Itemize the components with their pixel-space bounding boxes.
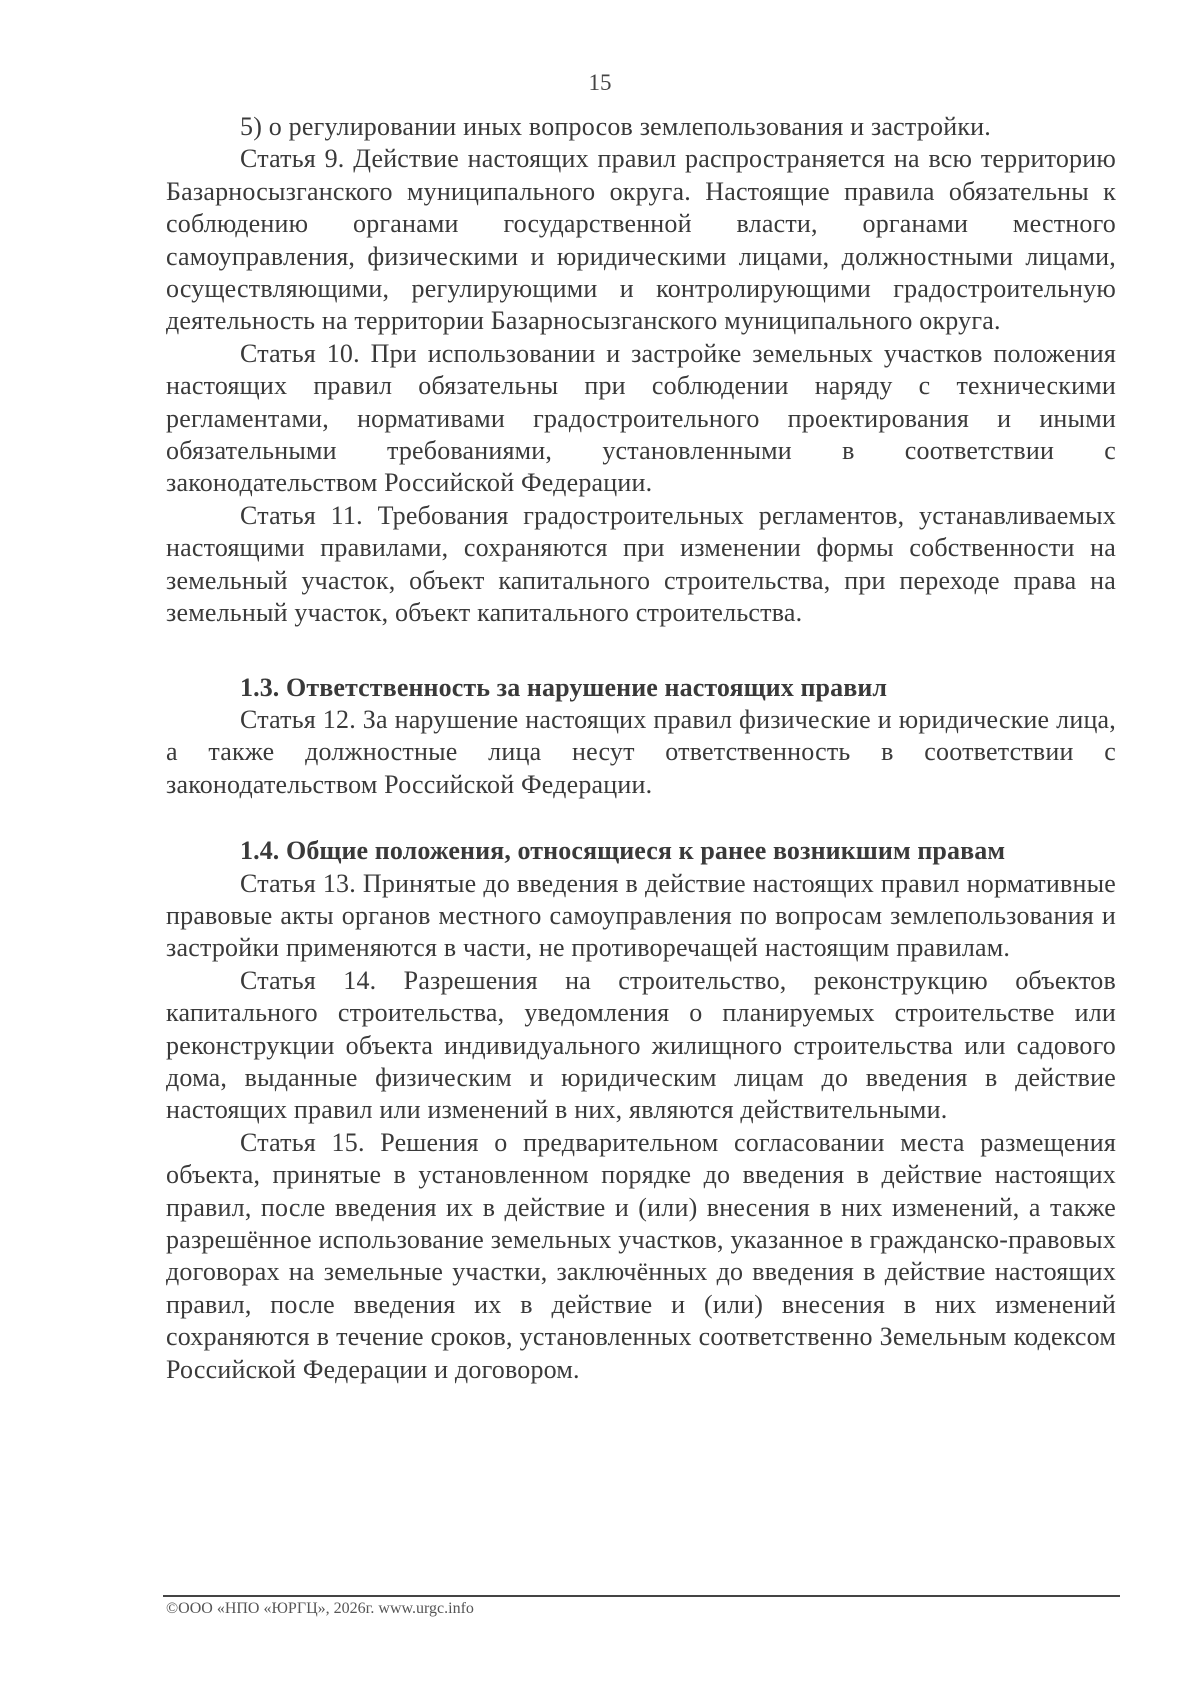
- article-14: Статья 14. Разрешения на строительство, реконструкцию объектов капитального строительства, уведомления о планируемых строительстве или реконструкции объекта индивидуального жилищного строительства или садового дома, выданные физическим и юридическим лицам до введения в действие настоящих правил или изменений в них, являются действительными.: [166, 965, 1116, 1125]
- list-item-5: 5) о регулировании иных вопросов землепользования и застройки.: [240, 112, 991, 141]
- page-number: 15: [588, 70, 612, 95]
- section-heading-1-3: 1.3. Ответственность за нарушение настоящих правил: [240, 672, 888, 702]
- footer-divider: [163, 1595, 1120, 1597]
- footer-copyright: ©ООО «НПО «ЮРГЦ», 2026г. www.urgc.info: [166, 1600, 474, 1617]
- document-body: [166, 111, 1116, 1386]
- article-10: Статья 10. При использовании и застройке земельных участков положения настоящих правил обязательны при соблюдении наряду с техническими регламентами, нормативами градостроительного проектирования и иными обязательными требованиями, установленными в соответствии с законодательством Российской Федерации.: [166, 338, 1116, 498]
- article-9: Статья 9. Действие настоящих правил распространяется на всю территорию Базарносызганского муниципального округа. Настоящие правила обязательны к соблюдению органами государственной власти, органами местного самоуправления, физическими и юридическими лицами, должностными лицами, осуществляющими, регулирующими и контролирующими градостроительную деятельность на территории Базарносызганского муниципального округа.: [166, 144, 1116, 336]
- article-12: Статья 12. За нарушение настоящих правил физические и юридические лица, а также должностные лица несут ответственность в соответствии с законодательством Российской Федерации.: [166, 704, 1116, 799]
- article-13: Статья 13. Принятые до введения в действие настоящих правил нормативные правовые акты органов местного самоуправления по вопросам землепользования и застройки применяются в части, не противоречащей настоящим правилам.: [166, 868, 1116, 963]
- article-15: Статья 15. Решения о предварительном согласовании места размещения объекта, принятые в установленном порядке до введения в действие настоящих правил, после введения их в действие и (или) внесения в них изменений, а также разрешённое использование земельных участков, указанное в гражданско-правовых договорах на земельные участки, заключённых до введения в действие настоящих правил, после введения их в действие и (или) внесения в них изменений сохраняются в течение сроков, установленных соответственно Земельным кодексом Российской Федерации и договором.: [166, 1127, 1116, 1384]
- section-heading-1-4: 1.4. Общие положения, относящиеся к ранее возникшим правам: [240, 836, 1006, 866]
- article-11: Статья 11. Требования градостроительных регламентов, устанавливаемых настоящими правилами, сохраняются при изменении формы собственности на земельный участок, объект капитального строительства, при переходе права на земельный участок, объект капитального строительства.: [166, 500, 1116, 628]
